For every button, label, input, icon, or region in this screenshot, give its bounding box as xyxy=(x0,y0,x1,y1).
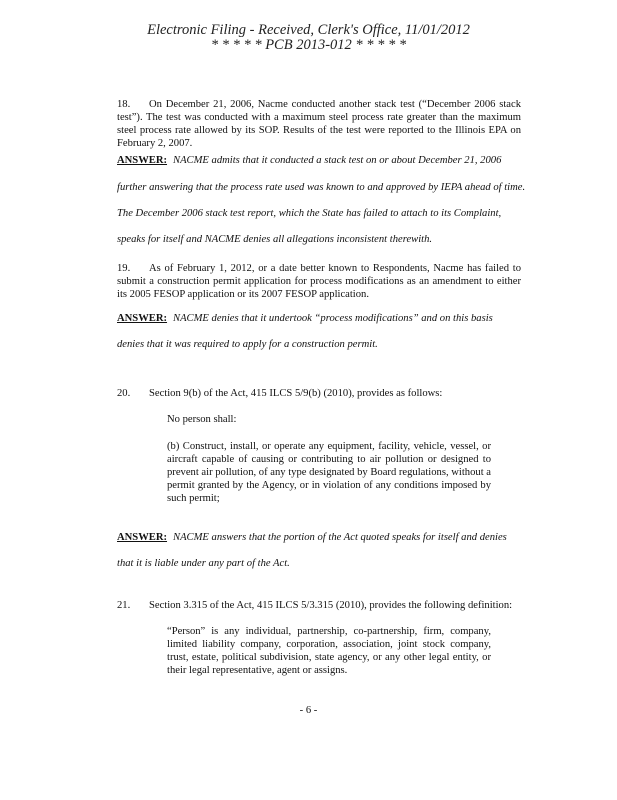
answer-text: NACME answers that the portion of the Act quoted speaks for itself and denies xyxy=(173,532,507,543)
paragraph-text: As of February 1, 2012, or a date better known to Respondents, Nacme has failed to submit a construction permit application for process modifications as an amendment to either its 2005 FESOP application or its 2007 FESOP application. xyxy=(117,263,521,300)
paragraph-number: 18. xyxy=(117,99,131,110)
answer-text: denies that it was required to apply for a construction permit. xyxy=(117,339,378,350)
paragraph-19 xyxy=(117,262,521,301)
paragraph-text: Section 9(b) of the Act, 415 ILCS 5/9(b) (2010), provides as follows: xyxy=(149,388,443,399)
answer-text: NACME denies that it undertook “process modifications” and on this basis xyxy=(173,313,493,324)
paragraph-number: 19. xyxy=(117,263,131,274)
page-number: - 6 - xyxy=(299,705,318,716)
answer-text: that it is liable under any part of the Act. xyxy=(117,558,290,569)
filing-stamp-line1: Electronic Filing - Received, Clerk's Office, 11/01/2012 xyxy=(147,22,470,38)
quote-intro: No person shall: xyxy=(167,414,237,425)
statute-quote: (b) Construct, install, or operate any equipment, facility, vehicle, vessel, or aircraft capable of causing or contributing to air pollution or designed to prevent air pollution, of any type designated by Board regulations, without a permit granted by the Agency, or in violation of any conditions imposed by such permit; xyxy=(167,441,491,504)
definition-quote: “Person” is any individual, partnership, co-partnership, firm, company, limited liability company, corporation, association, joint stock company, trust, estate, political subdivision, state agency, or any other legal entity, or their legal representative, agent or assigns. xyxy=(167,626,491,676)
answer-text: further answering that the process rate used was known to and approved by IEPA ahead of time. xyxy=(117,182,526,193)
answer-text: NACME admits that it conducted a stack test on or about December 21, 2006 xyxy=(173,155,502,166)
paragraph-text: Section 3.315 of the Act, 415 ILCS 5/3.315 (2010), provides the following definition: xyxy=(149,600,513,611)
answer-19 xyxy=(117,312,493,325)
paragraph-21 xyxy=(117,599,521,612)
answer-text: speaks for itself and NACME denies all allegations inconsistent therewith. xyxy=(117,234,433,245)
filing-stamp-line2: * * * * * PCB 2013-012 * * * * * xyxy=(210,37,407,53)
paragraph-text: On December 21, 2006, Nacme conducted another stack test (“December 2006 stack test”). The test was conducted with a maximum steel process rate greater than the maximum steel process rate allowed by its SOP. Results of the test were reported to the Illinois EPA on February 2, 2007. xyxy=(117,99,521,149)
paragraph-number: 20. xyxy=(117,388,131,399)
paragraph-number: 21. xyxy=(117,600,131,611)
answer-label: ANSWER: xyxy=(117,313,168,324)
answer-label: ANSWER: xyxy=(117,532,168,543)
paragraph-18 xyxy=(117,98,521,150)
answer-label: ANSWER: xyxy=(117,155,168,166)
answer-20 xyxy=(117,531,507,544)
answer-text: The December 2006 stack test report, which the State has failed to attach to its Complaint, xyxy=(117,208,502,219)
answer-18 xyxy=(117,154,501,167)
paragraph-20 xyxy=(117,387,521,400)
